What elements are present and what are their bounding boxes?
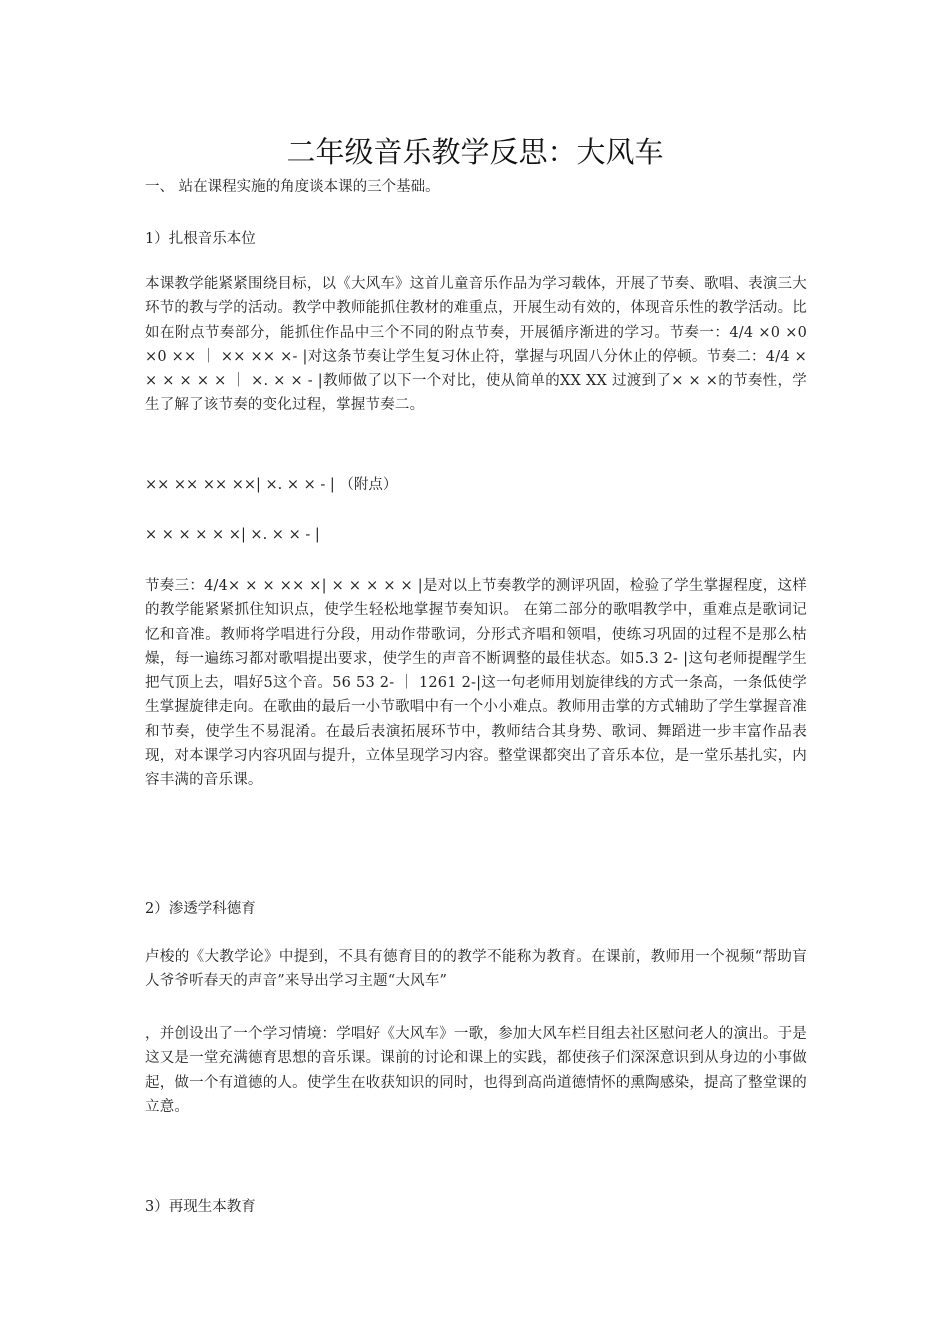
subheading-rooted-in-music: 1）扎根音乐本位 [145,231,256,247]
paragraph-learning-situation: ，并创设出了一个学习情境：学唱好《大风车》一歌，参加大风车栏目组去社区慰问老人的演出。于是这又是一堂充满德育思想的音乐课。课前的讨论和课上的实践，都使孩子们深深意识到从身边的小事做起，做一个有道德的人。使学生在收获知识的同时，也得到高尚道德情怀的熏陶感染，提高了整堂课的立意。 [145,1026,807,1115]
rhythm-line-dotted: ×× ×× ×× ××| ×. × × - | （附点） [145,477,398,493]
document-title: 二年级音乐教学反思：大风车 [286,135,664,169]
paragraph-singing-teaching: 节奏三：4/4× × × ×× ×| × × × × × |是对以上节奏教学的测评巩固，检验了学生掌握程度，这样的教学能紧紧抓住知识点，使学生轻松地掌握节奏知识。 在第二部分的歌唱教学中，重难点是歌词记忆和音准。教师将学唱进行分段，用动作带歌词，分形式齐唱和领唱，使练习巩固的过程不是那么枯燥，每一遍练习都对歌唱提出要求，使学生的声音不断调整的最佳状态。如5.3 2- |这句老师提醒学生把气顶上去，唱好5这个音。56 53 2- ｜ 1261 2-|这一句老师用划旋律线的方式一条高，一条低使学生掌握旋律走向。在歌曲的最后一小节歌唱中有一个小小难点。教师用击掌的方式辅助了学生掌握音准和节奏，使学生不易混淆。在最后表演拓展环节中，教师结合其身势、歌词、舞蹈进一步丰富作品表现，对本课学习内容巩固与提升，立体呈现学习内容。整堂课都突出了音乐本位，是一堂乐基扎实，内容丰满的音乐课。 [145,578,807,789]
subheading-student-centered: 3）再现生本教育 [145,1199,256,1215]
paragraph-rousseau-quote: 卢梭的《大教学论》中提到，不具有德育目的的教学不能称为教育。在课前，教师用一个视频“帮助盲人爷爷听春天的声音”来导出学习主题“大风车” [145,949,807,990]
subheading-moral-education: 2）渗透学科德育 [145,901,256,917]
section-heading: 一、 站在课程实施的角度谈本课的三个基础。 [145,179,440,195]
rhythm-line-plain: × × × × × ×| ×. × × - | [145,527,320,543]
paragraph-rhythm-teaching: 本课教学能紧紧围绕目标，以《大风车》这首儿童音乐作品为学习载体，开展了节奏、歌唱、表演三大环节的教与学的活动。教学中教师能抓住教材的难重点，开展生动有效的，体现音乐性的教学活动。比如在附点节奏部分，能抓住作品中三个不同的附点节奏，开展循序渐进的学习。节奏一：4/4 ×0 ×0 ×0 ×× ｜ ×× ×× ×- |对这条节奏让学生复习休止符，掌握与巩固八分休止的停顿。节奏二：4/4 × × × × × × ｜ ×. × × - |教师做了以下一个对比，使从简单的XX XX 过渡到了× × ×的节奏性，学生了解了该节奏的变化过程，掌握节奏二。 [145,276,807,414]
